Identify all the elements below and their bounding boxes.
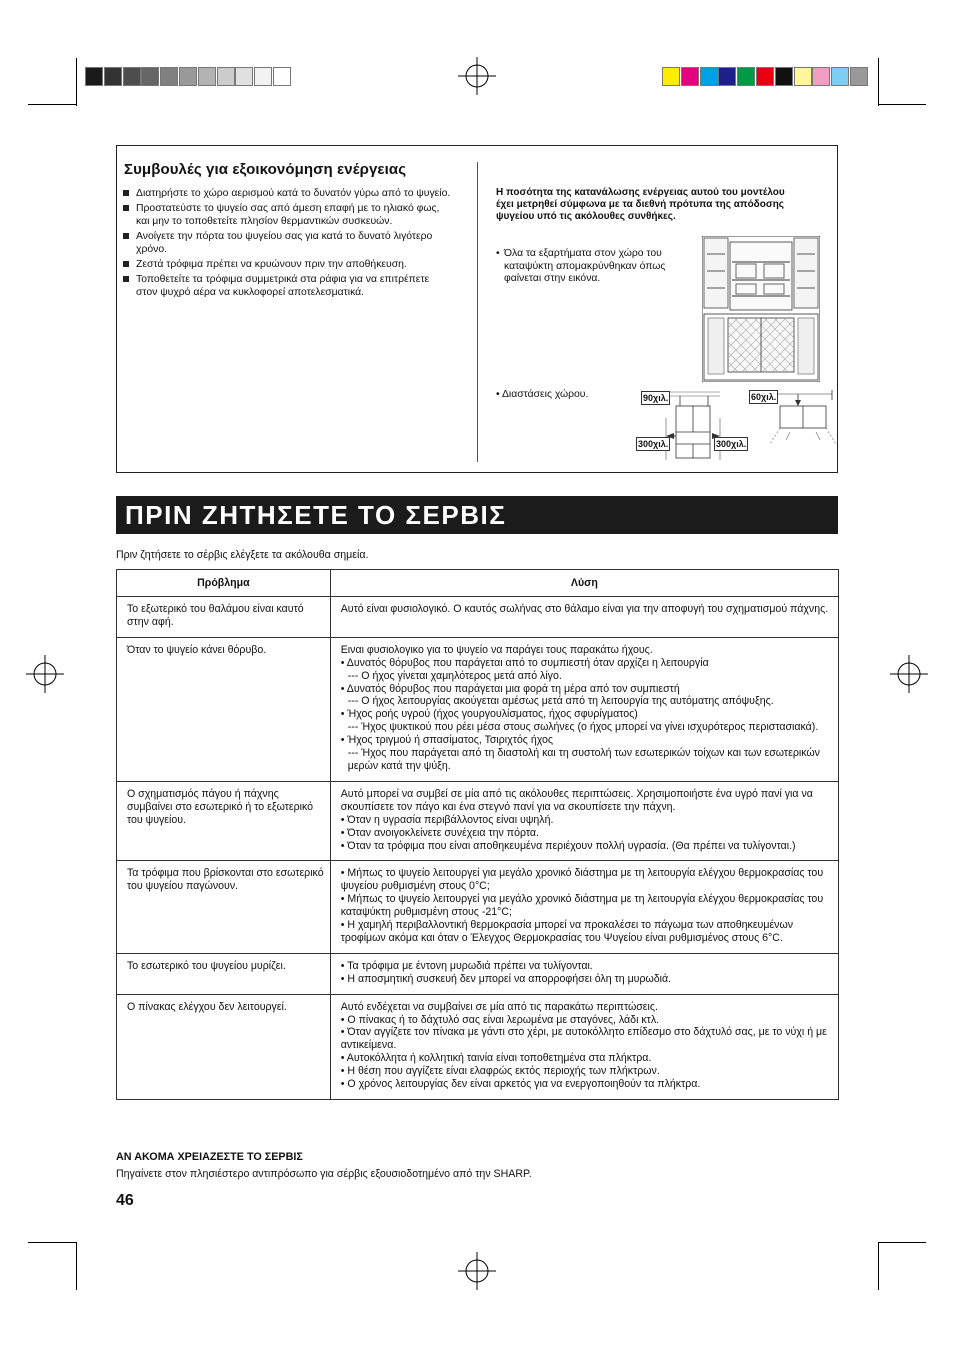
color-swatch <box>794 67 812 86</box>
section-title: ΠΡΙΝ ΖΗΤΗΣΕΤΕ ΤΟ ΣΕΡΒΙΣ <box>125 500 507 530</box>
troubleshooting-table <box>116 569 839 1100</box>
energy-tip-item: Διατηρήστε το χώρο αερισμού κατά το δυνατόν γύρω από το ψυγείο. <box>123 187 453 200</box>
gray-swatch <box>179 67 197 86</box>
solution-line: • Όταν η υγρασία περιβάλλοντος είναι υψηλή. <box>340 813 554 826</box>
solution-line: • Ήχος τριγμού ή σπασίματος, Τσιριχτός ήχος <box>340 734 554 747</box>
problem-cell: Ο σχηματισμός πάγου ή πάχνης συμβαίνει στο εσωτερικό ή το εξωτερικό του ψυγείου. <box>117 781 331 861</box>
table-header-row <box>117 570 839 597</box>
solution-line: • Μήπως το ψυγείο λειτουργεί για μεγάλο χρονικό διάστημα με τη λειτουργία ελέγχου θερμοκρασίας του ψυγείου ρυθμισμένη στους 0°C; <box>340 867 827 893</box>
gray-swatch <box>217 67 235 86</box>
color-swatch <box>718 67 736 86</box>
color-swatch <box>850 67 868 86</box>
header-problem: Πρόβλημα <box>117 570 331 597</box>
color-swatch <box>775 67 793 86</box>
solution-line: Eιναι φυσιολογικο για το ψυγείο να παράγει τους παρακάτω ήχους. <box>340 643 653 656</box>
dim-label-90: 90χιλ. <box>643 393 669 403</box>
solution-line: • Δυνατός θόρυβος που παράγεται μια φορά τη μέρα από τον συμπιεστή <box>340 682 680 695</box>
color-swatch <box>812 67 830 86</box>
solution-cell <box>330 953 838 994</box>
solution-line: Αυτό είναι φυσιολογικό. Ο καυτός σωλήνας στο θάλαμο είναι για την αποφυγή του σχηματισμού πάχνης. <box>340 603 829 615</box>
color-swatch <box>681 67 699 86</box>
section-intro: Πριν ζητήσετε το σέρβις ελέγξετε τα ακόλουθα σημεία. <box>116 549 369 561</box>
solution-line: Αυτό μπορεί να συμβεί σε μία από τις ακόλουθες περιπτώσεις. Χρησιμοποιήστε ένα υγρό πανί για να σκουπίσετε τον πάγο και ένα στεγνό πανί για να σκουπίσετε την πάχνη. <box>340 787 816 813</box>
solution-line: • Όταν ανοιγοκλείνετε συνέχεια την πόρτα. <box>340 826 539 839</box>
solution-line: Αυτό ενδέχεται να συμβαίνει σε μία από τις παρακάτω περιπτώσεις. <box>340 1000 658 1013</box>
solution-line: • Αυτοκόλλητα ή κολλητική ταινία είναι τοποθετημένα στα πλήκτρα. <box>340 1052 652 1065</box>
registration-mark-top-icon <box>458 57 496 95</box>
solution-line: • Η αποσμητική συσκευή δεν μπορεί να απορροφήσει όλη τη μυρωδιά. <box>340 972 672 985</box>
problem-cell: Ο πίνακας ελέγχου δεν λειτουργεί. <box>117 994 331 1099</box>
header-solution: Λύση <box>330 570 838 597</box>
color-swatch <box>831 67 849 86</box>
energy-tip-item: Προστατεύστε το ψυγείο σας από άμεση επαφή με το ηλιακό φως, και μην το τοποθετείτε πλησίον θερμαντικών συσκευών. <box>123 202 453 228</box>
solution-line: --- Ήχος ψυκτικού που ρέει μέσα στους σωλήνες (ο ήχος μπορεί να γίνει ισχυρότερος περιστασιακά). <box>347 721 819 734</box>
registration-mark-left-icon <box>26 655 64 693</box>
dim-label-60: 60χιλ. <box>751 392 777 402</box>
solution-cell <box>330 781 838 861</box>
gray-swatch <box>141 67 159 86</box>
dim-label-300-right: 300χιλ. <box>716 439 747 449</box>
gray-swatch <box>160 67 178 86</box>
energy-tips-list <box>123 187 453 301</box>
dim-label-300-left: 300χιλ. <box>638 439 669 449</box>
gray-swatch <box>123 67 141 86</box>
color-swatch <box>756 67 774 86</box>
energy-tip-item: Ζεστά τρόφιμα πρέπει να κρυώνουν πριν την αποθήκευση. <box>123 258 453 271</box>
solution-line: • Ο χρόνος λειτουργίας δεν είναι αρκετός για να ενεργοποιηθούν τα πλήκτρα. <box>340 1078 701 1091</box>
gray-swatch <box>273 67 291 86</box>
solution-line: • Τα τρόφιμα με έντονη μυρωδιά πρέπει να τυλίγονται. <box>340 959 593 972</box>
problem-cell: Το εξωτερικό του θαλάμου είναι καυτό στην αφή. <box>117 597 331 638</box>
problem-cell: Τα τρόφιμα που βρίσκονται στο εσωτερικό του ψυγείου παγώνουν. <box>117 861 331 953</box>
solution-line: • Όταν αγγίζετε τον πίνακα με γάντι στο χέρι, με αυτοκόλλητο επίδεσμο στο δάχτυλό σας, με το νύχι ή με αντικείμενα. <box>340 1026 830 1052</box>
solution-line: • Δυνατός θόρυβος που παράγεται από το συμπιεστή όταν αρχίζει η λειτουργία <box>340 656 709 669</box>
gray-swatch <box>104 67 122 86</box>
gray-swatch <box>254 67 272 86</box>
table-row <box>117 597 839 638</box>
solution-line: • Η χαμηλή περιβαλλοντική θερμοκρασία μπορεί να προκαλέσει το πάγωμα των αποθηκευμένων τροφίμων ακόμα και όταν ο Έλεγχος Θερμοκρασίας του Ψυγείου είναι ρυθμισμένος στους 6°C. <box>340 919 796 944</box>
solution-line: • Ήχος ροής υγρού (ήχος γουργουλίσματος, ήχος σφυρίγματος) <box>340 708 638 721</box>
freezer-note: • Όλα τα εξαρτήματα στον χώρο του καταψύκτη απομακρύνθηκαν όπως φαίνεται στην εικόνα. <box>496 248 666 284</box>
gray-swatch <box>198 67 216 86</box>
page-number: 46 <box>116 1192 134 1209</box>
solution-line: • Μήπως το ψυγείο λειτουργεί για μεγάλο χρονικό διάστημα με τη λειτουργία ελέγχου θερμοκρασίας του καταψύκτη ρυθμισμένη στους -21°C; <box>340 893 827 919</box>
energy-tip-item: Τοποθετείτε τα τρόφιμα συμμετρικά στα ράφια για να επιτρέπετε στον ψυχρό αέρα να κυκλοφορεί αποτελεσματικά. <box>123 273 453 299</box>
table-row <box>117 953 839 994</box>
measurement-conditions-heading: Η ποσότητα της κατανάλωσης ενέργειας αυτού του μοντέλου έχει μετρηθεί σύμφωνα με τα διεθνή πρότυπα της απόδοσης ψυγείου υπό τις ακόλουθες συνθήκες. <box>496 187 785 222</box>
solution-line: --- Ο ήχος γίνεται χαμηλότερος μετά από λίγο. <box>347 669 562 682</box>
solution-line: • Η θέση που αγγίζετε είναι ελαφρώς εκτός περιοχής των πλήκτρων. <box>340 1065 660 1078</box>
problem-cell: Όταν το ψυγείο κάνει θόρυβο. <box>117 637 331 781</box>
table-row <box>117 781 839 861</box>
color-swatch <box>737 67 755 86</box>
still-need-service-title: ΑΝ ΑΚΟΜΑ ΧΡΕΙΑΖΕΣΤΕ ΤΟ ΣΕΡΒΙΣ <box>116 1151 303 1163</box>
fridge-interior-illustration <box>702 236 820 382</box>
solution-line: --- Ήχος που παράγεται από τη διαστολή και τη συστολή των εσωτερικών τοίχων και των εσωτερικών μερών κατά την ψύξη. <box>347 747 823 772</box>
solution-line: --- Ο ήχος λειτουργίας ακούγεται αμέσως μετά από τη λειτουργία της αυτόματης απόψυξης. <box>347 695 774 708</box>
still-need-service-text: Πηγαίνετε στον πλησιέστερο αντιπρόσωπο για σέρβις εξουσιοδοτημένο από την SHARP. <box>116 1168 532 1180</box>
solution-line: • Όταν τα τρόφιμα που είναι αποθηκευμένα περιέχουν πολλή υγρασία. (Θα πρέπει να τυλίγονται.) <box>340 839 796 852</box>
energy-tips-title: Συμβουλές για εξοικονόμηση ενέργειας <box>124 161 407 178</box>
solution-cell <box>330 637 838 781</box>
table-row <box>117 994 839 1099</box>
registration-mark-bottom-icon <box>458 1252 496 1290</box>
solution-cell <box>330 597 838 638</box>
color-swatch <box>700 67 718 86</box>
energy-tip-item: Ανοίγετε την πόρτα του ψυγείου σας για κατά το δυνατό λιγότερο χρόνο. <box>123 230 453 256</box>
table-row <box>117 861 839 953</box>
registration-mark-right-icon <box>890 655 928 693</box>
problem-cell: Το εσωτερικό του ψυγείου μυρίζει. <box>117 953 331 994</box>
gray-swatch <box>85 67 103 86</box>
dimensions-note: • Διαστάσεις χώρου. <box>496 389 589 400</box>
solution-cell <box>330 861 838 953</box>
solution-cell <box>330 994 838 1099</box>
solution-line: • Ο πίνακας ή το δάχτυλό σας είναι λερωμένα με σταγόνες, λάδι κτλ. <box>340 1013 660 1026</box>
color-swatch <box>662 67 680 86</box>
gray-swatch <box>235 67 253 86</box>
tips-divider <box>477 162 478 462</box>
table-row <box>117 637 839 781</box>
